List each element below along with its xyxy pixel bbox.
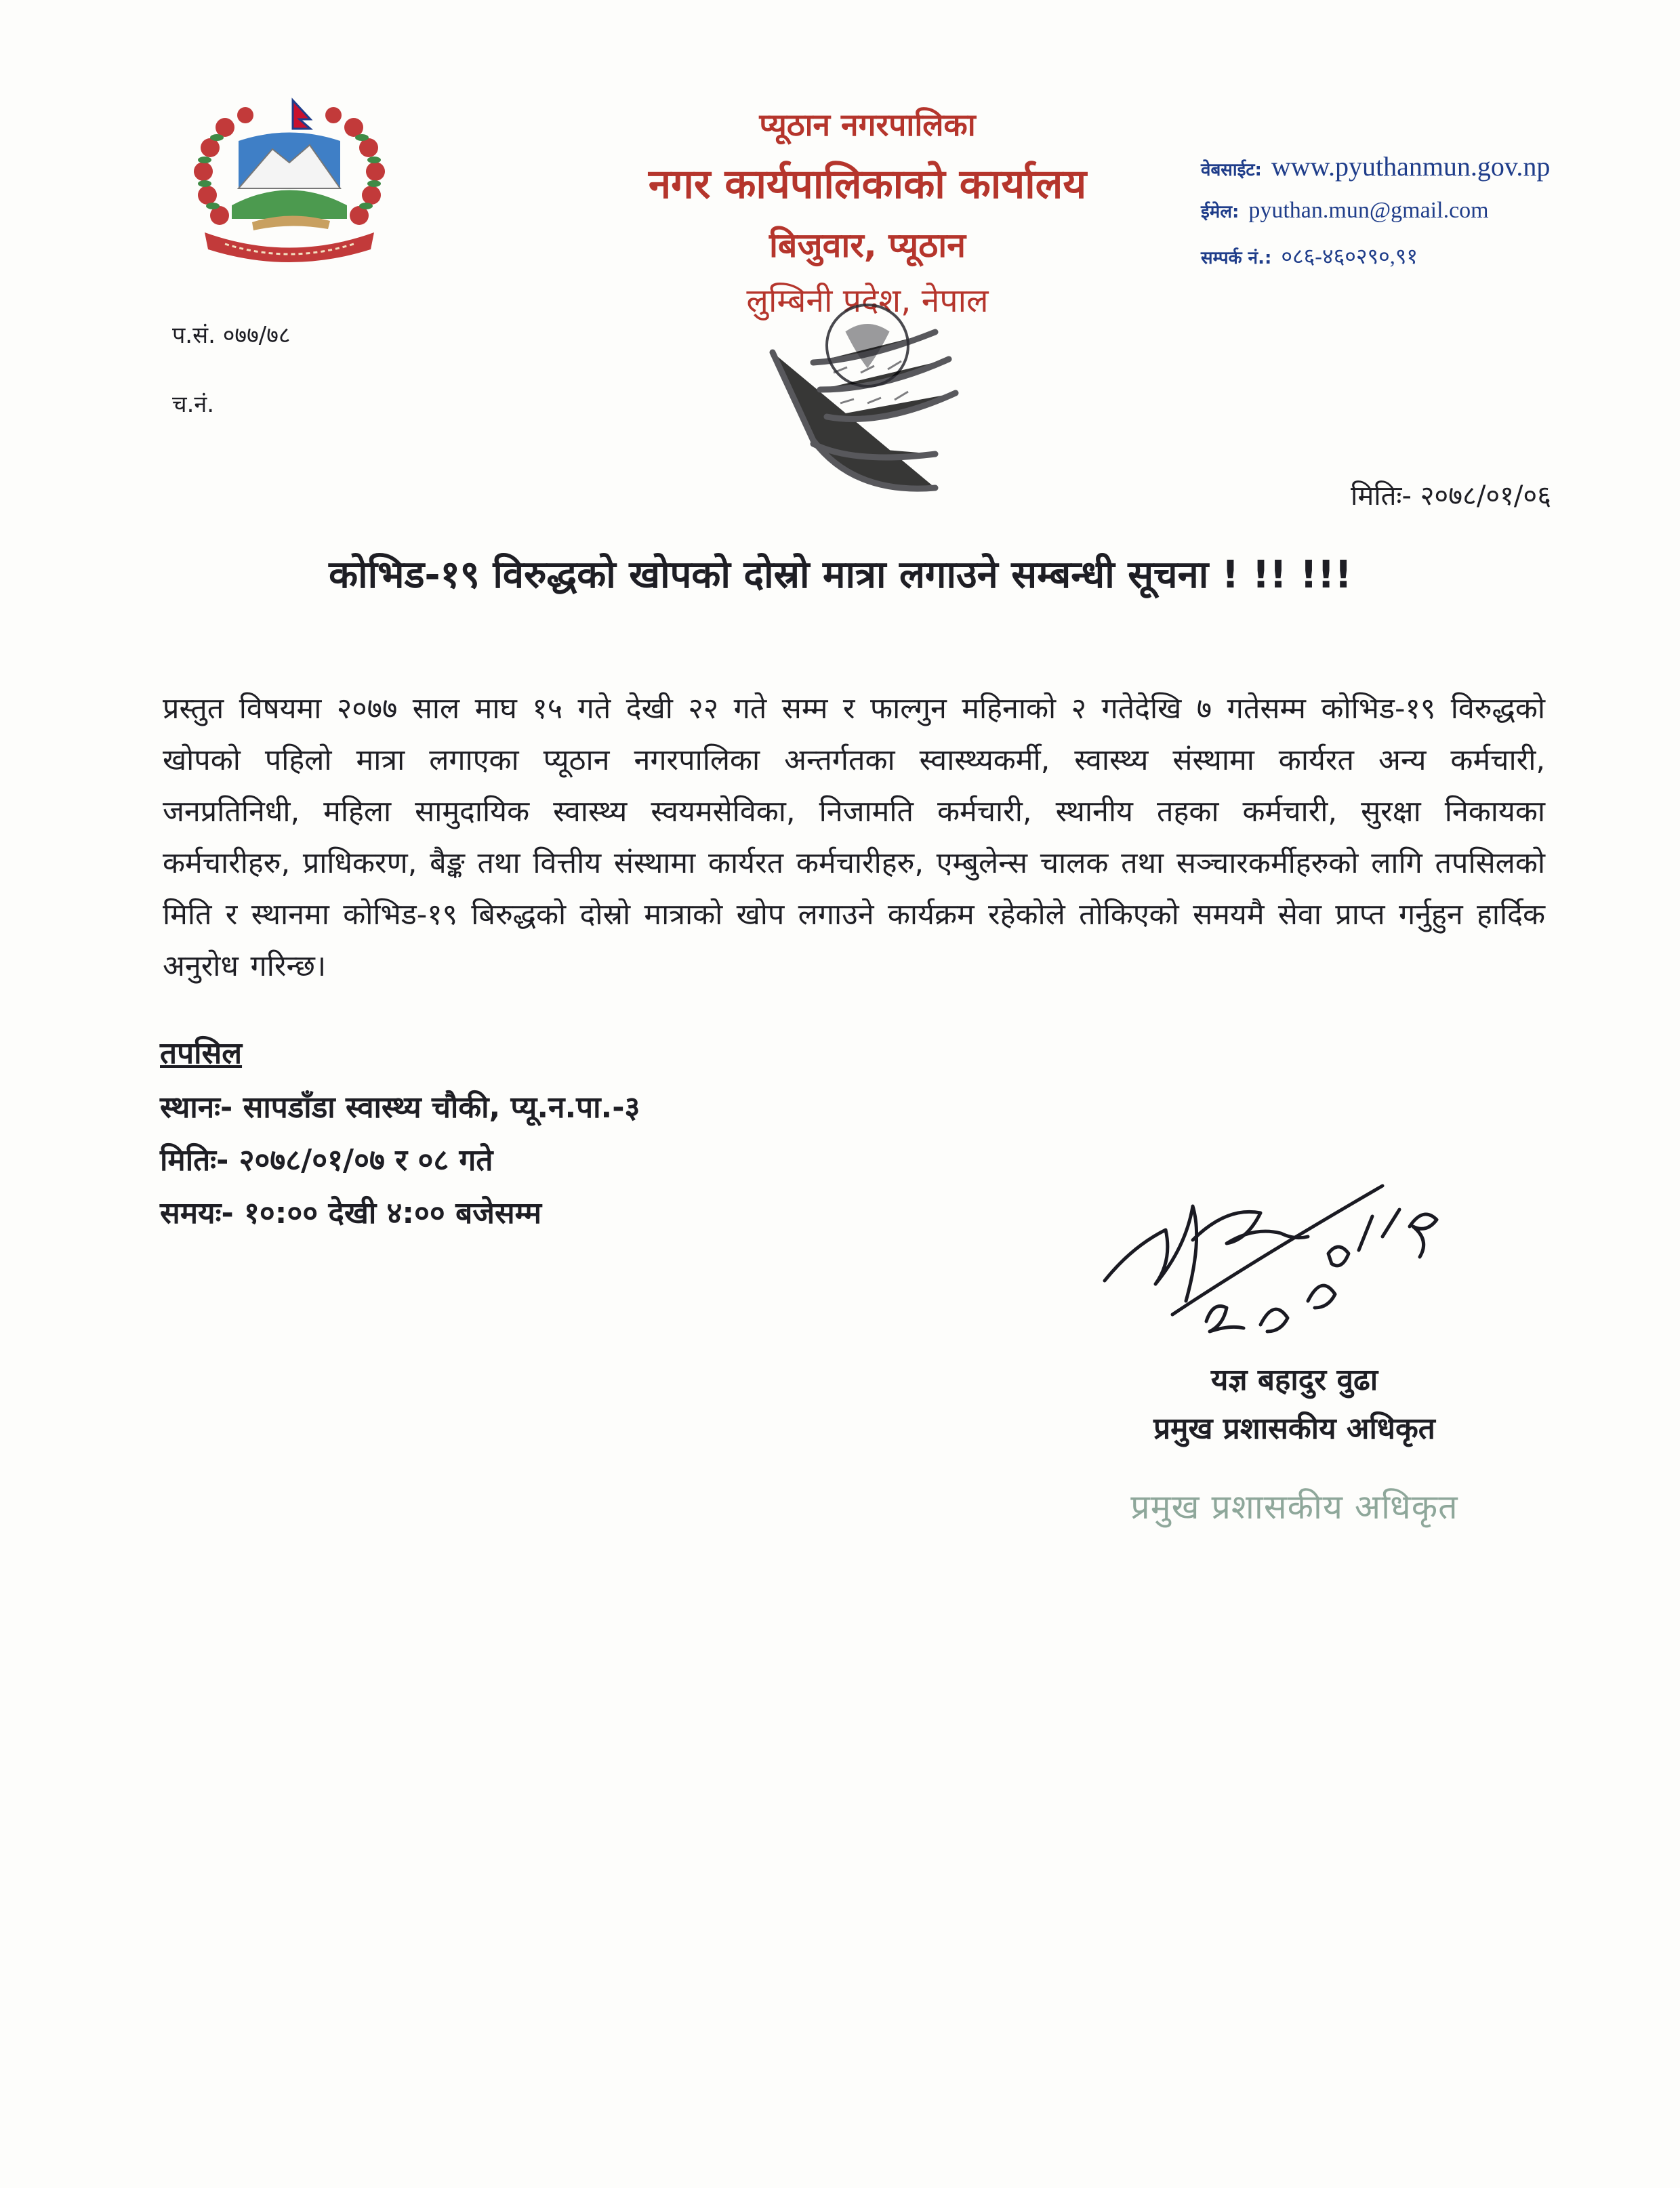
municipality-name: प्यूठान नगरपालिका xyxy=(759,106,976,143)
notice-subject: कोभिड-१९ विरुद्धको खोपको दोस्रो मात्रा लगाउने सम्बन्धी सूचना ! !! !!! xyxy=(329,553,1352,597)
details-place: स्थानः- सापडाँडा स्वास्थ्य चौकी, प्यू.न.पा.-३ xyxy=(160,1090,640,1125)
office-name: नगर कार्यपालिकाको कार्यालय xyxy=(648,161,1087,208)
phone-line xyxy=(1201,241,1418,270)
website-line xyxy=(1201,150,1550,182)
issue-date: मितिः- २०७८/०१/०६ xyxy=(1350,480,1551,512)
office-stamp-icon xyxy=(732,271,1017,515)
handwritten-signature-icon xyxy=(1091,1165,1511,1369)
email-link[interactable]: pyuthan.mun@gmail.com xyxy=(1248,198,1489,223)
province-name: लुम्बिनी प्रदेश, नेपाल xyxy=(746,282,989,320)
email-label: ईमेल: xyxy=(1201,202,1239,222)
designation-stamp: प्रमुख प्रशासकीय अधिकृत xyxy=(1130,1487,1458,1527)
reference-ps: प.सं. ०७७/७८ xyxy=(172,322,291,349)
details-date: मितिः- २०७८/०१/०७ र ०८ गते xyxy=(160,1143,493,1178)
signatory-name: यज्ञ बहादुर वुढा xyxy=(1210,1363,1378,1397)
email-line xyxy=(1201,197,1489,224)
phone-number: ०८६-४६०२९०,९१ xyxy=(1281,244,1418,268)
signatory-title: प्रमुख प्रशासकीय अधिकृत xyxy=(1153,1411,1435,1446)
website-label: वेबसाईट: xyxy=(1201,160,1262,180)
website-link[interactable]: www.pyuthanmun.gov.np xyxy=(1271,151,1551,182)
details-heading: तपसिल xyxy=(160,1036,243,1071)
phone-label: सम्पर्क नं.: xyxy=(1201,248,1272,268)
notice-body: प्रस्तुत विषयमा २०७७ साल माघ १५ गते देखी २२ गते सम्म र फाल्गुन महिनाको २ गतेदेखि ७ गतेसम्म कोभिड-१९ विरुद्धको खोपको पहिलो मात्रा लगाएका प्यूठान नगरपालिका अन्तर्गतका स्वास्थ्यकर्मी, स्वास्थ्य संस्थामा कार्यरत अन्य कर्मचारी, जनप्रतिनिधी, महिला सामुदायिक स्वास्थ्य स्वयमसेविका, निजामति कर्मचारी, स्थानीय तहका कर्मचारी, सुरक्षा निकायका कर्मचारीहरु, प्राधिकरण, बैङ्क तथा वित्तीय संस्थामा कार्यरत कर्मचारीहरु, एम्बुलेन्स चालक तथा सञ्चारकर्मीहरुको लागि तपसिलको मिति र स्थानमा कोभिड-१९ बिरुद्धको दोस्रो मात्राको खोप लगाउने कार्यक्रम रहेकोले तोकिएको समयमै सेवा प्राप्त गर्नुहुन हार्दिक अनुरोध गरिन्छ। xyxy=(163,692,1545,983)
details-time: समयः- १०:०० देखी ४:०० बजेसम्म xyxy=(160,1196,542,1231)
nepal-emblem-icon xyxy=(178,87,401,276)
reference-cn: च.नं. xyxy=(172,391,215,418)
office-location: बिजुवार, प्यूठान xyxy=(769,226,966,265)
